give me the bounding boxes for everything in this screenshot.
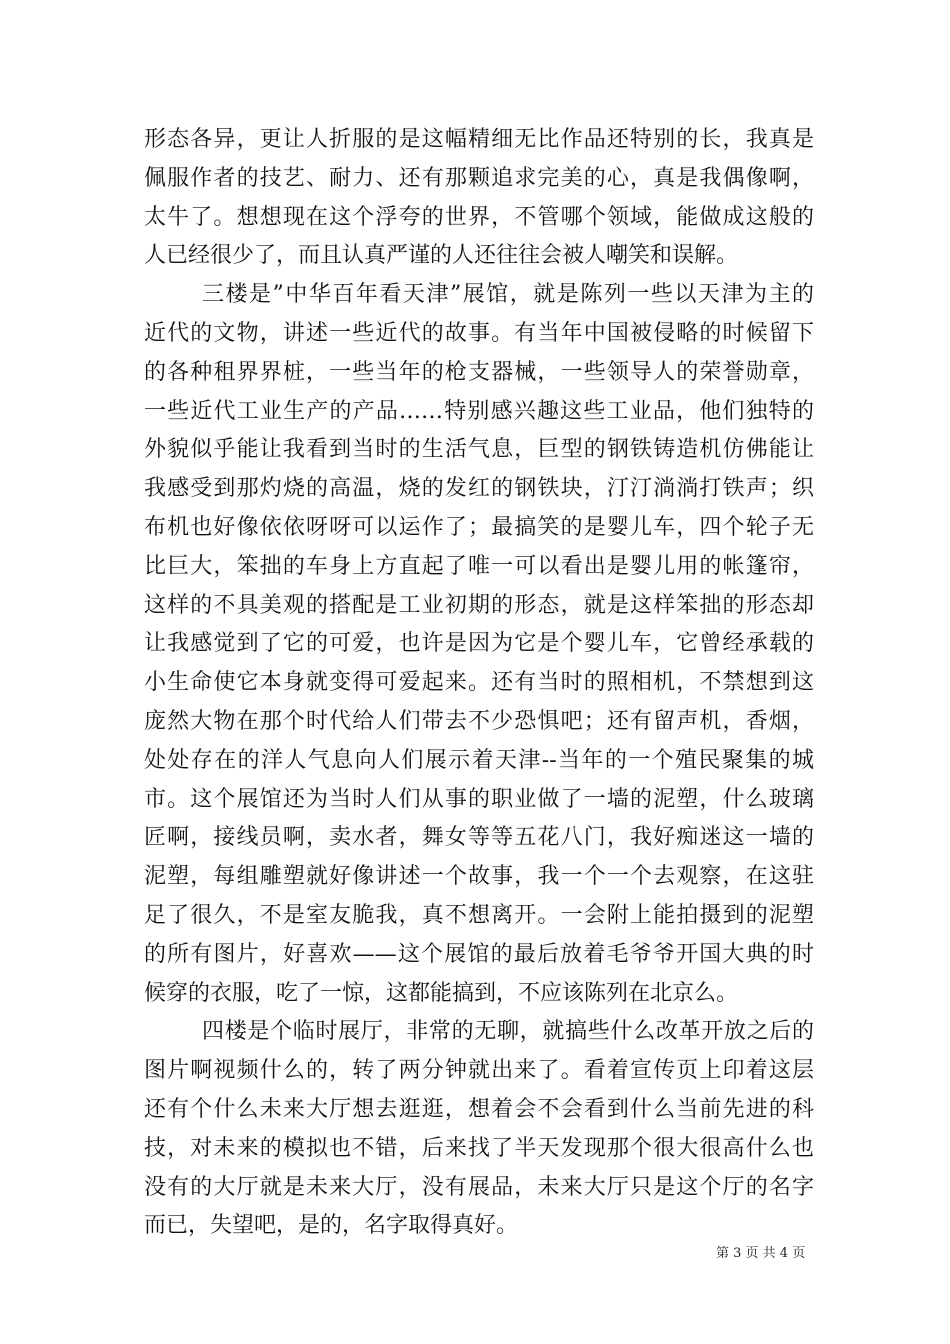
text-line: 而已，失望吧，是的，名字取得真好。 xyxy=(144,1213,519,1239)
body-text xyxy=(144,121,814,1246)
paragraph-1 xyxy=(144,121,814,276)
text-line: 一些近代工业生产的产品……特别感兴趣这些工业品，他们独特的 xyxy=(144,398,814,424)
paragraph-3 xyxy=(144,1013,814,1246)
paragraph-2 xyxy=(144,276,814,1013)
text-line: 候穿的衣服，吃了一惊，这都能搞到，不应该陈列在北京么。 xyxy=(144,980,739,1006)
text-line: 没有的大厅就是未来大厅，没有展品，未来大厅只是这个厅的名字 xyxy=(144,1174,814,1200)
text-line: 技，对未来的模拟也不错，后来找了半天发现那个很大很高什么也 xyxy=(144,1135,814,1161)
text-line: 让我感觉到了它的可爱，也许是因为它是个婴儿车，它曾经承载的 xyxy=(144,631,814,657)
text-line: 形态各异，更让人折服的是这幅精细无比作品还特别的长，我真是 xyxy=(144,127,814,152)
text-line: 处处存在的洋人气息向人们展示着天津--当年的一个殖民聚集的城 xyxy=(144,747,814,773)
text-line: 图片啊视频什么的，转了两分钟就出来了。看着宣传页上印着这层 xyxy=(144,1058,814,1084)
text-line: 太牛了。想想现在这个浮夸的世界，不管哪个领域，能做成这般的 xyxy=(144,204,814,230)
text-line: 我感受到那灼烧的高温，烧的发红的钢铁块，汀汀淌淌打铁声；织 xyxy=(144,476,814,502)
text-line: 泥塑，每组雕塑就好像讲述一个故事，我一个一个去观察，在这驻 xyxy=(144,864,814,890)
text-line: 比巨大，笨拙的车身上方直起了唯一可以看出是婴儿用的帐篷帘， xyxy=(144,553,814,579)
page-number: 第 3 页 共 4 页 xyxy=(716,1246,806,1261)
text-line: 足了很久，不是室友脆我，真不想离开。一会附上能拍摄到的泥塑 xyxy=(144,902,814,928)
text-line: 的各种租界界桩，一些当年的枪支器械，一些领导人的荣誉勋章， xyxy=(144,359,814,385)
text-line: 庞然大物在那个时代给人们带去不少恐惧吧；还有留声机，香烟， xyxy=(144,708,814,734)
text-line: 市。这个展馆还为当时人们从事的职业做了一墙的泥塑，什么玻璃 xyxy=(144,786,814,812)
text-line: 近代的文物，讲述一些近代的故事。有当年中国被侵略的时候留下 xyxy=(144,320,814,346)
text-line: 小生命使它本身就变得可爱起来。还有当时的照相机，不禁想到这 xyxy=(144,670,814,696)
text-line: 三楼是”中华百年看天津”展馆，就是陈列一些以天津为主的 xyxy=(202,282,814,308)
text-line: 匠啊，接线员啊，卖水者，舞女等等五花八门，我好痴迷这一墙的 xyxy=(144,825,814,851)
text-line: 佩服作者的技艺、耐力、还有那颗追求完美的心，真是我偶像啊， xyxy=(144,165,814,191)
text-line: 人已经很少了，而且认真严谨的人还往往会被人嘲笑和误解。 xyxy=(144,243,739,269)
text-line: 的所有图片，好喜欢——这个展馆的最后放着毛爷爷开国大典的时 xyxy=(144,941,814,967)
text-line: 这样的不具美观的搭配是工业初期的形态，就是这样笨拙的形态却 xyxy=(144,592,814,618)
text-line: 外貌似乎能让我看到当时的生活气息，巨型的钢铁铸造机仿佛能让 xyxy=(144,437,814,463)
text-line: 四楼是个临时展厅，非常的无聊，就搞些什么改革开放之后的 xyxy=(202,1019,814,1045)
text-line: 布机也好像依依呀呀可以运作了；最搞笑的是婴儿车，四个轮子无 xyxy=(144,514,814,540)
text-line: 还有个什么未来大厅想去逛逛，想着会不会看到什么当前先进的科 xyxy=(144,1096,814,1122)
